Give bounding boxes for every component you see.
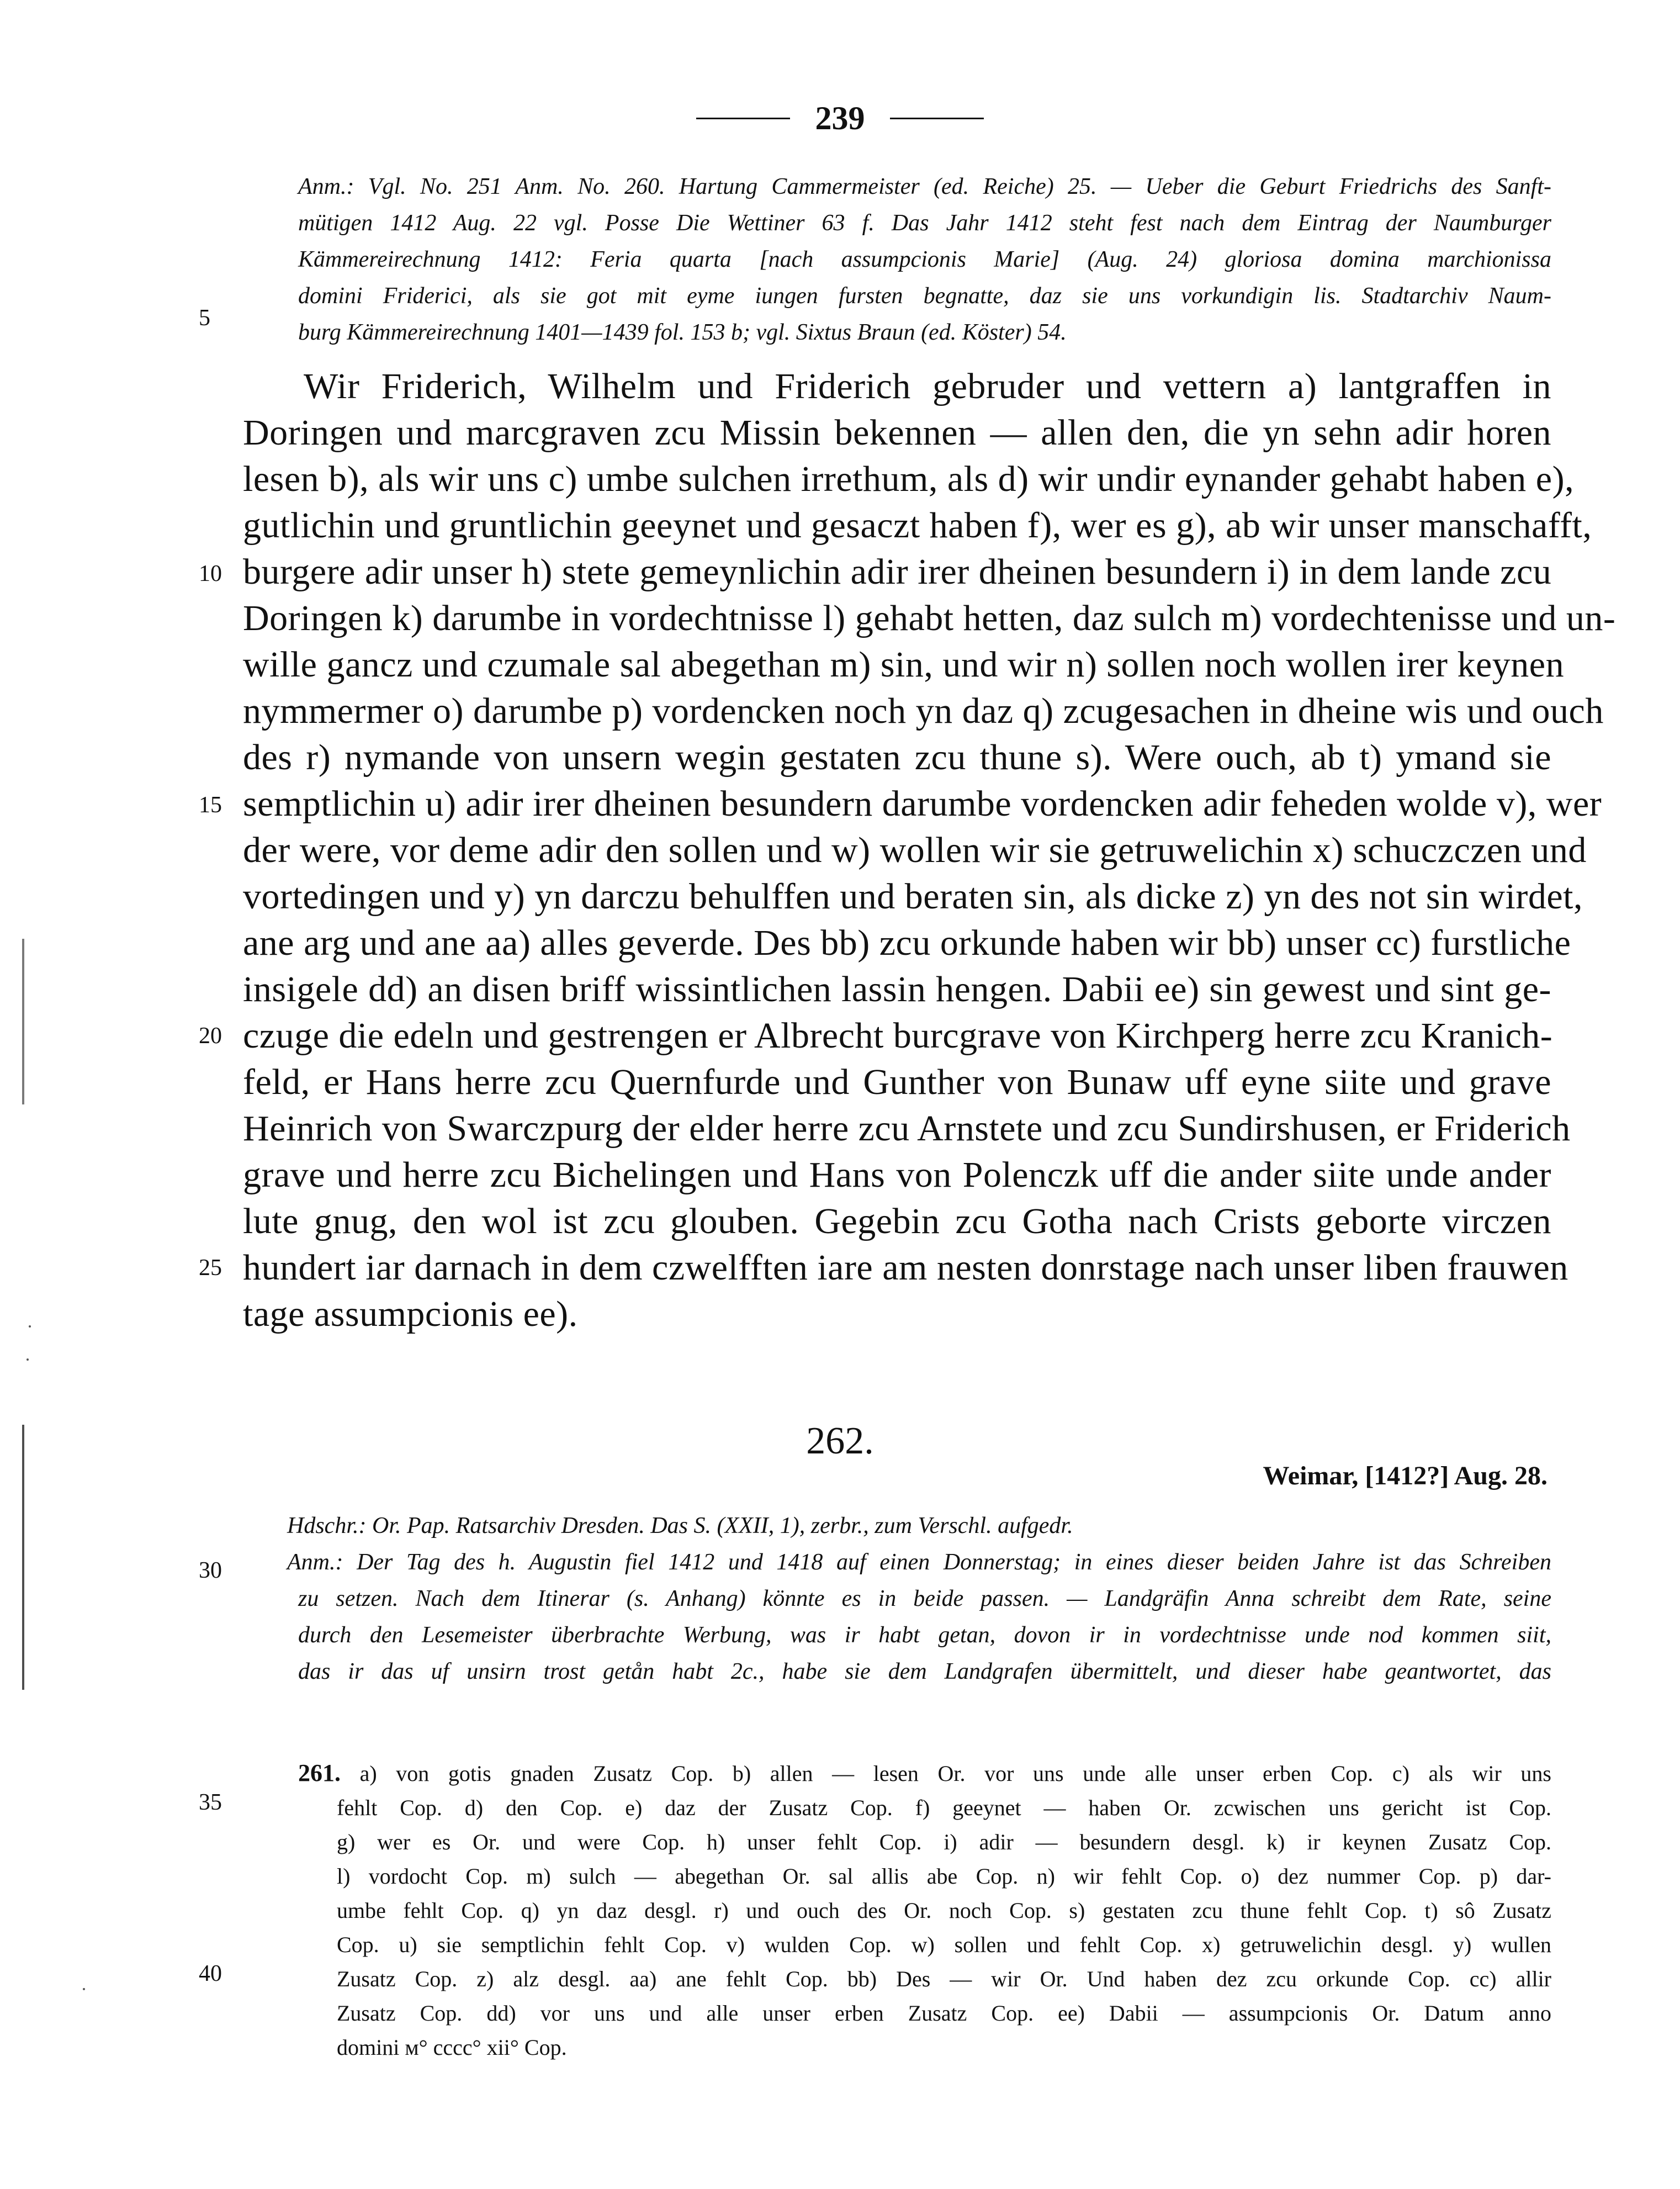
- text-line: der were, vor deme adir den sollen und w) wollen wir sie getruwelichin x) schuczczen und: [243, 830, 1587, 870]
- annotation-line: das ir das uf unsirn trost getån habt 2c., habe sie dem Landgrafen übermittelt, und dieser habe geantwortet, das: [298, 1659, 1551, 1684]
- annotation-line: burg Kämmereirechnung 1401—1439 fol. 153 b; vgl. Sixtus Braun (ed. Köster) 54.: [298, 320, 1067, 345]
- text-line: czuge die edeln und gestrengen er Albrecht burcgrave von Kirchperg herre zcu Kranich-: [243, 1016, 1553, 1056]
- line-number: 10: [199, 561, 222, 586]
- line-number: 15: [199, 792, 222, 818]
- footnote-line: umbe fehlt Cop. q) yn daz desgl. r) und ouch des Or. noch Cop. s) gestaten zcu thune fehlt Cop. t) sô Zusatz: [337, 1898, 1551, 1923]
- footnote-line: domini м° cccc° xii° Cop.: [337, 2035, 567, 2060]
- annotation-line: domini Friderici, als sie got mit eyme iungen fursten begnatte, daz sie uns vorkundigin lis. Stadtarchiv Naum-: [298, 283, 1551, 309]
- scan-dot: [29, 1325, 31, 1328]
- text-line: gutlichin und gruntlichin geeynet und gesaczt haben f), wer es g), ab wir unser manschafft,: [243, 505, 1592, 546]
- text-line: wille gancz und czumale sal abegethan m) sin, und wir n) sollen noch wollen irer keynen: [243, 644, 1565, 685]
- footnote-text: a) von gotis gnaden Zusatz Cop. b) allen — lesen Or. vor uns unde alle unser erben Cop. c) als wir uns: [359, 1761, 1552, 1786]
- footnote-line: Zusatz Cop. z) alz desgl. aa) ane fehlt Cop. bb) Des — wir Or. Und haben dez zcu orkunde Cop. cc) allir: [337, 1966, 1551, 1991]
- text-line: nymmermer o) darumbe p) vordencken noch yn daz q) zcugesachen in dheine wis und ouch: [243, 691, 1604, 731]
- text-line: insigele dd) an disen briff wissintlichen lassin hengen. Dabii ee) sin gewest und sint ge-: [243, 969, 1551, 1009]
- text-line: Doringen und marcgraven zcu Missin bekennen — allen den, die yn sehn adir horen: [243, 413, 1551, 453]
- header-rule-right: [890, 118, 984, 119]
- text-line: ane arg und ane aa) alles geverde. Des bb) zcu orkunde haben wir bb) unser cc) furstliche: [243, 923, 1571, 963]
- footnote-line: Zusatz Cop. dd) vor uns und alle unser erben Zusatz Cop. ee) Dabii — assumpcionis Or. Datum anno: [337, 2001, 1551, 2026]
- doc-262-apparatus: [287, 1508, 1551, 1690]
- text-line: hundert iar darnach in dem czwelfften iare am nesten donrstage nach unser liben frauwen: [243, 1247, 1568, 1288]
- text-line: feld, er Hans herre zcu Quernfurde und Gunther von Bunaw uff eyne siite und grave: [243, 1062, 1551, 1102]
- text-line: semptlichin u) adir irer dheinen besundern darumbe vordencken adir feheden wolde v), wer: [243, 784, 1602, 824]
- footnote-line: [298, 1756, 1551, 1791]
- manuscript-line: Hdschr.: Or. Pap. Ratsarchiv Dresden. Das S. (XXII, 1), zerbr., zum Verschl. aufgedr.: [287, 1513, 1073, 1538]
- text-line: Doringen k) darumbe in vordechtnisse l) gehabt hetten, daz sulch m) vordechtenisse und un-: [243, 598, 1616, 638]
- annotation-line: zu setzen. Nach dem Itinerar (s. Anhang) könnte es in beide passen. — Landgräfin Anna schreibt dem Rate, seine: [298, 1586, 1551, 1611]
- text-line: tage assumpcionis ee).: [243, 1294, 578, 1334]
- text-line: des r) nymande von unsern wegin gestaten zcu thune s). Were ouch, ab t) ymand sie: [243, 737, 1551, 778]
- footnote-line: fehlt Cop. d) den Cop. e) daz der Zusatz Cop. f) geeynet — haben Or. zcwischen uns gericht ist Cop.: [337, 1795, 1551, 1820]
- line-number: 20: [199, 1023, 222, 1049]
- text-line: lesen b), als wir uns c) umbe sulchen irrethum, als d) wir undir eynander gehabt haben e),: [243, 459, 1575, 499]
- footnote-line: Cop. u) sie semptlichin fehlt Cop. v) wulden Cop. w) sollen und fehlt Cop. x) getruwelichin desgl. y) wullen: [337, 1932, 1551, 1957]
- scan-margin-mark: [22, 1425, 24, 1690]
- footnote-line: g) wer es Or. und were Cop. h) unser fehlt Cop. i) adir — besundern desgl. k) ir keynen Zusatz Cop.: [337, 1830, 1551, 1854]
- text-line: lute gnug, den wol ist zcu glouben. Gegebin zcu Gotha nach Crists geborte virczen: [243, 1201, 1551, 1241]
- annotation-line: Kämmereirechnung 1412: Feria quarta [nach assumpcionis Marie] (Aug. 24) gloriosa domina marchionissa: [298, 247, 1551, 272]
- place-date: Weimar, [1412?] Aug. 28.: [1263, 1461, 1547, 1490]
- annotation-line: Anm.: Der Tag des h. Augustin fiel 1412 und 1418 auf einen Donnerstag; in eines dieser beiden Jahre ist das Schreiben: [287, 1550, 1551, 1575]
- line-number: 40: [199, 1961, 222, 1986]
- page-header: [0, 99, 1680, 138]
- text-line: Heinrich von Swarczpurg der elder herre zcu Arnstete und zcu Sundirshusen, er Friderich: [243, 1108, 1571, 1149]
- document-number: 262.: [806, 1420, 874, 1462]
- text-line: Wir Friderich, Wilhelm und Friderich gebruder und vettern a) lantgraffen in: [304, 366, 1551, 406]
- annotation-line: mütigen 1412 Aug. 22 vgl. Posse Die Wettiner 63 f. Das Jahr 1412 steht fest nach dem Eintrag der Naumburger: [298, 210, 1551, 236]
- scan-margin-mark: [22, 939, 24, 1104]
- main-text: [243, 363, 1616, 1337]
- text-line: vortedingen und y) yn darczu behulffen und beraten sin, als dicke z) yn des not sin wirdet,: [243, 876, 1583, 917]
- footnotes-261: [298, 1756, 1552, 2065]
- scan-dot: [83, 1988, 85, 1990]
- line-number: 5: [199, 305, 210, 331]
- text-line: burgere adir unser h) stete gemeynlichin adir irer dheinen besundern i) in dem lande zcu: [243, 552, 1552, 592]
- page-number: 239: [815, 100, 865, 136]
- footnote-lead: 261.: [298, 1759, 341, 1786]
- annotation-261: [298, 168, 1551, 351]
- scan-dot: [27, 1358, 29, 1361]
- footnote-line: l) vordocht Cop. m) sulch — abegethan Or. sal allis abe Cop. n) wir fehlt Cop. o) dez nummer Cop. p) dar-: [337, 1864, 1551, 1889]
- text-line: grave und herre zcu Bichelingen und Hans von Polenczk uff die ander siite unde ander: [243, 1155, 1551, 1195]
- line-number: 25: [199, 1255, 222, 1281]
- annotation-line: Anm.: Vgl. No. 251 Anm. No. 260. Hartung Cammermeister (ed. Reiche) 25. — Ueber die Geburt Friedrichs des Sanft-: [298, 174, 1551, 199]
- line-number: 30: [199, 1558, 222, 1583]
- header-rule-left: [696, 118, 790, 119]
- line-number: 35: [199, 1790, 222, 1815]
- annotation-line: durch den Lesemeister überbrachte Werbung, was ir habt getan, dovon ir in vordechtnisse unde nod kommen siit,: [298, 1622, 1551, 1648]
